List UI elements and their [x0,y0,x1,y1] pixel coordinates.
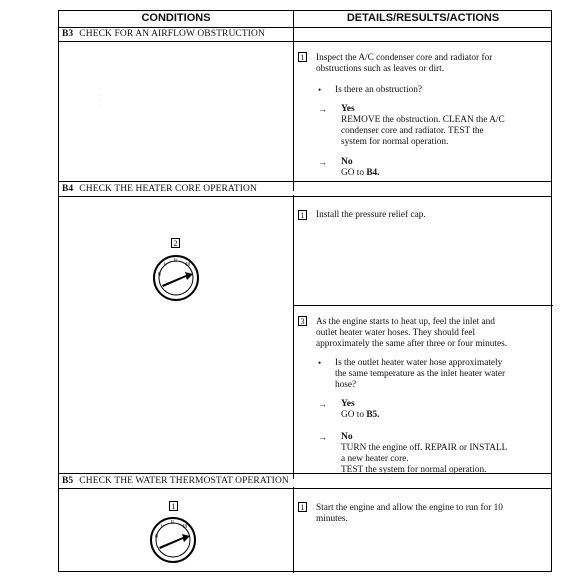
b3-yes-text: REMOVE the obstruction. CLEAN the A/C condenser core and radiator. TEST the system for normal operation. [341,115,505,147]
svg-text:III: III [186,262,191,268]
b4-step1-text: Install the pressure relief cap. [316,210,426,220]
figure-number-box: 2 [171,238,180,248]
bullet-icon: • [318,358,322,368]
arrow-right-icon: → [318,432,327,442]
figure-number-box: 1 [169,501,178,511]
table-header [59,11,551,28]
row-divider [293,305,553,306]
step-code: B3 [62,29,74,39]
arrow-right-icon: → [318,157,327,167]
column-divider [293,195,294,479]
svg-text:II: II [171,520,174,526]
yes-label: Yes [341,104,355,114]
arrow-right-icon: → [318,399,327,409]
column-divider [293,27,294,191]
step-b5-heading [59,473,551,489]
no-label: No [341,432,353,442]
svg-text:II: II [174,258,177,264]
svg-text:III: III [183,524,188,530]
arrow-right-icon: → [318,104,327,114]
step-b4-heading [59,181,551,197]
svg-text:I: I [164,262,166,268]
ignition-switch-icon [152,254,200,302]
no-label: No [341,157,353,167]
b3-step1-text: Inspect the A/C condenser core and radiator for obstructions such as leaves or dirt. [316,53,493,74]
service-manual-page [58,10,552,572]
b4-no-text: TURN the engine off. REPAIR or INSTALL a new heater core. TEST the system for normal operation. [341,443,508,475]
svg-text:0: 0 [155,534,158,540]
b4-yes-text: GO to B5. [341,410,380,420]
step-number-box: 1 [298,502,307,512]
step-title: CHECK THE WATER THERMOSTAT OPERATION [79,476,289,486]
ignition-switch-icon [149,516,197,564]
column-divider [293,487,294,573]
column-divider [293,11,294,27]
step-number-box: 1 [298,52,307,62]
b3-no-text: GO to B4. [341,168,380,178]
step-number-box: 3 [298,316,307,326]
step-b3-heading [59,27,551,42]
svg-text:I: I [161,524,163,530]
conditions-header: CONDITIONS [141,12,211,24]
b4-step3-text: As the engine starts to heat up, feel the inlet and outlet heater water hoses. They should feel approximately the same after three or four minutes. [316,317,508,349]
b3-question: Is there an obstruction? [335,85,422,95]
step-number-box: 1 [298,210,307,220]
yes-label: Yes [341,399,355,409]
step-title: CHECK THE HEATER CORE OPERATION [79,184,257,194]
b5-step1-text: Start the engine and allow the engine to run for 10 minutes. [316,503,503,524]
step-code: B5 [62,476,74,486]
bullet-icon: • [318,85,322,95]
step-code: B4 [62,184,74,194]
step-title: CHECK FOR AN AIRFLOW OBSTRUCTION [79,29,265,39]
b4-question: Is the outlet heater water hose approximately the same temperature as the inlet heater water hose? [335,358,506,390]
details-header: DETAILS/RESULTS/ACTIONS [346,12,500,24]
svg-text:0: 0 [158,272,161,278]
scan-artifact: · · · [99,93,101,109]
